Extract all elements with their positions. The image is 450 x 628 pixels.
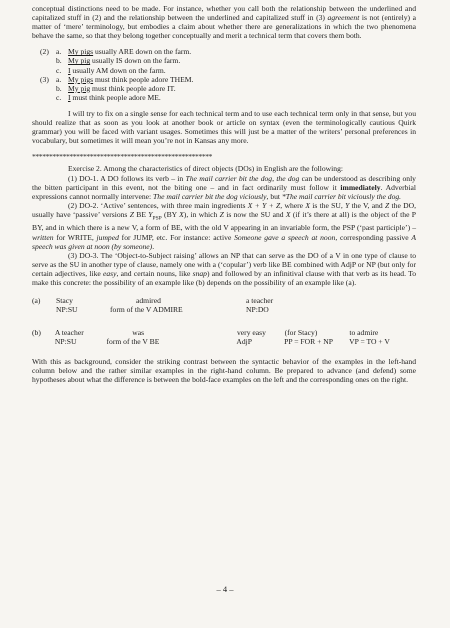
- example-underlined: My pig: [68, 83, 91, 93]
- example-letter: a.: [56, 74, 62, 84]
- exercise-intro: Exercise 2. Among the characteristics of direct objects (DOs) in English are the following:: [68, 164, 343, 174]
- example-text: must think people adore THEM.: [93, 74, 194, 84]
- example-text: usually IS down on the farm.: [90, 56, 181, 66]
- do3-paragraph: (3) DO-3. The ‘Object-to-Subject raising’ allows an NP that can serve as the DO of a V in one type of clause to serve as the SU in another type of clause, namely one with a (‘copular’) verb like BE combined with AdjP or NP (but only for certain adjectives, like easy, and certain nouns, like snap) and followed by an infinitival clause with that verb as its head. To make this concrete: the possibility of an example like (b) depends on the possibility of an example like (a).: [32, 250, 417, 288]
- example-letter: b.: [56, 83, 62, 93]
- example-letter: c.: [56, 92, 62, 102]
- example-underlined: My pigs: [68, 74, 94, 84]
- example-underlined: My pigs: [68, 47, 94, 57]
- do1-paragraph: (1) DO-1. A DO follows its verb – in The mail carrier bit the dog, the dog can be understood as describing only the bitten participant in this event, not the biting one – and in fact ordinarily must follow it immediately. Adverbial expressions cannot normally intervene: The mail carrier bit the dog viciously, but *The mail carrier bit viciously the dog.: [32, 173, 416, 201]
- intro-text-2: is not (entirely) a matter of ‘mere’ terminology, but embodies a claim about whether there are generalizations in which the two phenomena behave the same, so that they belong together conceptually and merit a technical term that covers them both.: [32, 13, 416, 41]
- example-letter: c.: [56, 65, 62, 75]
- terminology-paragraph: I will try to fix on a single sense for each technical term and to use each technical term only in that sense, but you should realize that as soon as you look at another book or article on syntax (even the terminologically cautious Quirk grammar) you will be faced with variant usages. Sometimes this will just be a matter of the writers’ personal preferences in vocabulary, but sometimes it will mean you’re not in Kansas any more.: [32, 108, 416, 146]
- example-letter: b.: [56, 56, 62, 66]
- example-underlined: I: [68, 65, 71, 75]
- intro-text-1: conceptual distinctions need to be made. For instance, whether you call both the relationship between the underlined and capitalized stuff in (2) and the relationship between the underlined and capitalized stuff in (3): [32, 4, 416, 23]
- do2-paragraph: (2) DO-2. ‘Active’ sentences, with three main ingredients X + Y + Z, where X is the SU, Y the V, and Z the DO, usually have ‘passive’ versions Z BE $Y_{PSP}$ (BY X), in which Z is now the SU and X (if it’s there at all) is the object of the P BY, and in which there is a new V, a form of BE, with the old V appearing in an invariable form, the PSP (‘past participle’) – written for WRITE, jumped for JUMP, etc. For instance: active Someone gave a speech at noon, corresponding passive A speech was given at noon (by someone).: [32, 200, 417, 251]
- example-underlined: I: [68, 92, 71, 102]
- example-2b: [32, 56, 416, 65]
- example-text: usually ARE down on the farm.: [93, 47, 192, 57]
- example-2c: [32, 66, 416, 75]
- example-3a: [32, 75, 416, 84]
- example-2a: [32, 47, 416, 56]
- intro-italic-term: agreement: [327, 13, 360, 23]
- analysis-label: (a): [32, 296, 41, 306]
- closing-paragraph: With this as background, consider the striking contrast between the syntactic behavior of the examples in the left-hand column below and the rather similar examples in the right-hand column. Be prepared to advance (and defend) some hypotheses about what the difference is between the bold-face examples on the left and the corresponding ones on the right.: [32, 356, 416, 384]
- example-3b: [32, 84, 416, 93]
- section-divider: *****************************************************: [32, 152, 213, 162]
- page-number: – 4 –: [216, 584, 234, 594]
- example-underlined: My pig: [68, 56, 91, 66]
- example-number: (3): [40, 74, 49, 84]
- example-list: [32, 47, 416, 102]
- example-text: usually AM down on the farm.: [70, 65, 166, 75]
- analysis-a: (a) Stacy admired a teacher NP:SU form of the V ADMIRE NP:DO: [32, 296, 274, 315]
- example-letter: a.: [56, 47, 62, 57]
- example-text: must think people adore IT.: [90, 83, 176, 93]
- example-number: (2): [40, 47, 49, 57]
- example-text: must think people adore ME.: [70, 92, 161, 102]
- analysis-b: (b) A teacher was very easy (for Stacy) to admire NP:SU form of the V BE AdjP PP = FOR + NP VP = TO + V: [32, 328, 390, 347]
- intro-paragraph: [32, 4, 416, 40]
- analysis-label: (b): [32, 328, 41, 338]
- example-3c: [32, 93, 416, 102]
